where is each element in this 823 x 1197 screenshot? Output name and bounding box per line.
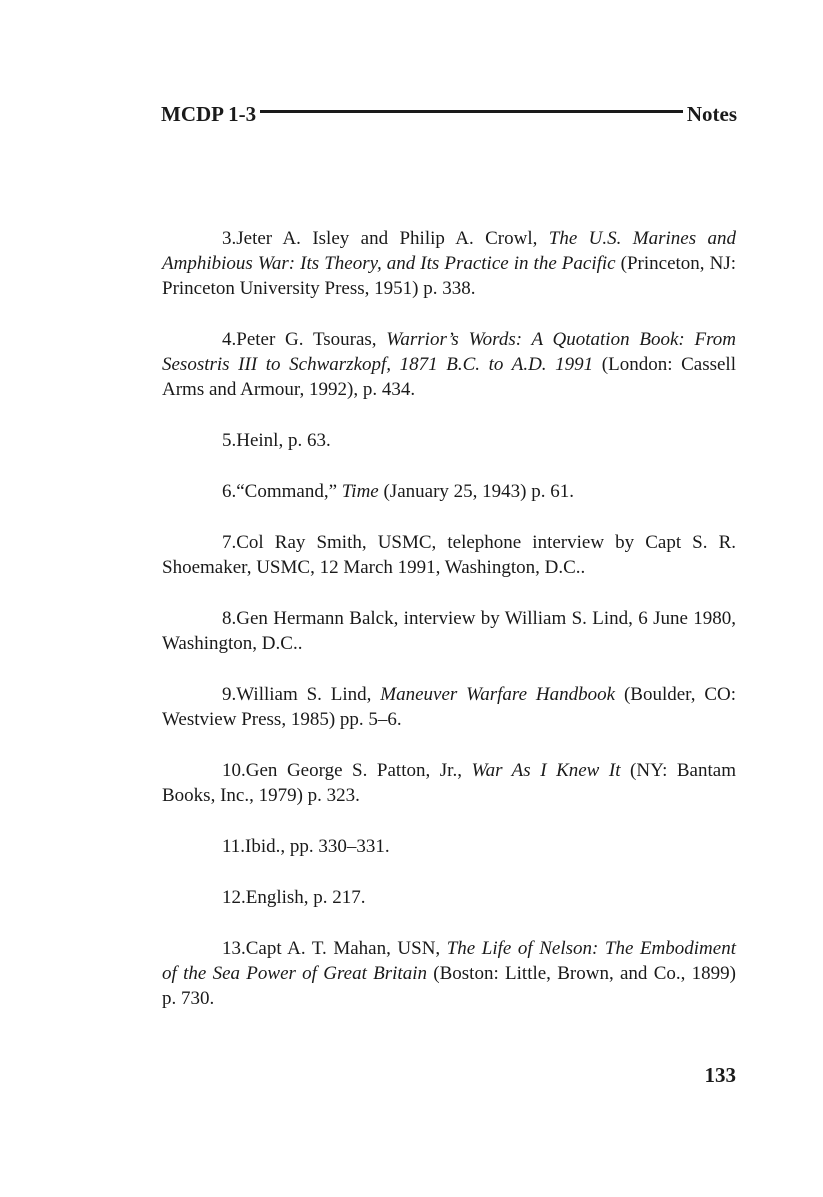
running-header [161,102,737,127]
endnote-text: Heinl, p. 63. [236,430,331,451]
endnote-text: (Boulder, CO: Westview Press, 1985) pp. 5–6. [162,684,737,730]
endnote-9 [162,682,736,732]
endnote-text: Peter G. Tsouras, [236,329,387,350]
endnote-text: “Command,” [236,481,342,502]
endnote-10 [162,758,736,808]
endnote-text: English, p. 217. [245,887,366,908]
endnote-12 [162,885,736,910]
header-section-title: Notes [686,102,737,126]
endnote-number: 8. [222,608,237,629]
endnotes-list [162,226,736,1037]
endnote-number: 13. [222,938,246,959]
endnote-5 [162,428,736,453]
endnote-3 [162,226,736,301]
endnote-title: Warrior’s Words: A Quotation Book: From Sesostris III to Schwarzkopf, 1871 B.C. to A.D. 1991 [162,329,736,375]
endnote-4 [162,327,736,402]
endnote-number: 3. [222,228,237,249]
endnote-text: (Boston: Little, Brown, and Co., 1899) p. 730. [162,963,736,1009]
endnote-text: Jeter A. Isley and Philip A. Crowl, [236,228,549,249]
endnote-text: (NY: Bantam Books, Inc., 1979) p. 323. [162,760,736,806]
endnote-7 [162,530,736,580]
endnote-text: (London: Cassell Arms and Armour, 1992), p. 434. [162,354,736,400]
endnote-text: (January 25, 1943) p. 61. [378,481,574,502]
endnote-number: 7. [222,532,237,553]
endnote-text: Capt A. T. Mahan, USN, [245,938,447,959]
endnote-title: Time [341,481,379,502]
endnote-number: 9. [222,684,237,705]
endnote-13 [162,936,736,1011]
endnote-text: Gen George S. Patton, Jr., [245,760,472,781]
endnote-8 [162,606,736,656]
endnote-title: The U.S. Marines and Amphibious War: Its Theory, and Its Practice in the Pacific [162,228,736,274]
header-document-id: MCDP 1-3 [161,102,257,126]
endnote-text: William S. Lind, [236,684,381,705]
endnote-title: Maneuver Warfare Handbook [380,684,616,705]
endnote-text: Ibid., pp. 330–331. [245,836,390,857]
page-number: 133 [704,1063,736,1087]
endnote-text: Gen Hermann Balck, interview by William S. Lind, 6 June 1980, Washington, D.C.. [162,608,736,654]
header-rule [260,110,683,113]
endnote-title: War As I Knew It [471,760,621,781]
endnote-text: Col Ray Smith, USMC, telephone interview by Capt S. R. Shoemaker, USMC, 12 March 1991, Washington, D.C.. [162,532,736,578]
endnote-number: 5. [222,430,237,451]
endnote-number: 11. [222,836,246,857]
endnote-number: 12. [222,887,246,908]
endnote-6 [162,479,736,504]
endnote-number: 4. [222,329,237,350]
endnote-text: (Princeton, NJ: Princeton University Press, 1951) p. 338. [162,253,736,299]
endnote-number: 10. [222,760,246,781]
endnote-title: The Life of Nelson: The Embodiment of the Sea Power of Great Britain [162,938,736,984]
endnote-number: 6. [222,481,237,502]
endnote-11 [162,834,736,859]
